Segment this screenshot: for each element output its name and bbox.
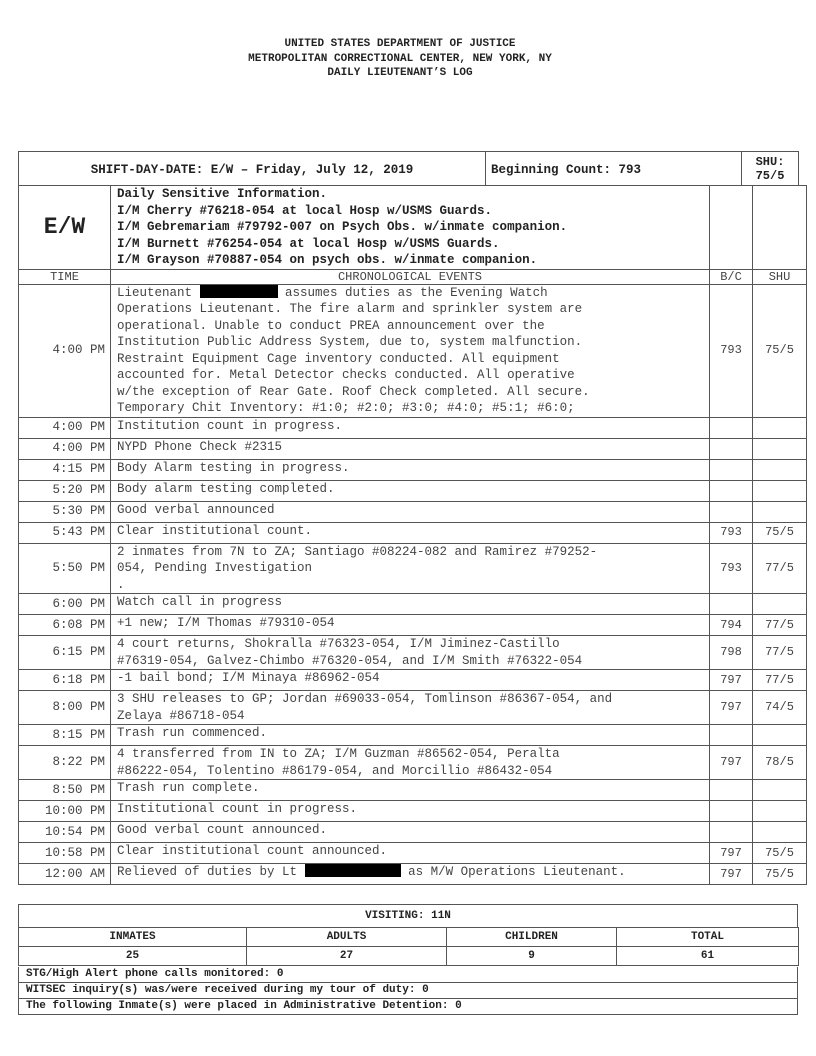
footer-witsec: WITSEC inquiry(s) was/were received during my tour of duty: 0 (18, 983, 798, 999)
entry-event (111, 780, 710, 801)
entry-event (111, 543, 710, 594)
visiting-value-children: 9 (447, 947, 617, 966)
entry-time: 8:22 PM (19, 746, 111, 780)
event-line: Temporary Chit Inventory: #1:0; #2:0; #3:0; #4:0; #5:1; #6:0; (117, 401, 575, 415)
visiting-header-adults: ADULTS (247, 928, 447, 947)
beginning-count: Beginning Count: 793 (486, 152, 742, 186)
sensitive-line: I/M Grayson #70887-054 on psych obs. w/inmate companion. (117, 253, 538, 267)
chronological-log-table (18, 185, 807, 885)
event-suffix: as M/W Operations Lieutenant. (408, 865, 626, 879)
entry-bc (710, 780, 753, 801)
event-prefix: Relieved of duties by Lt (117, 865, 298, 879)
entry-shu: 75/5 (753, 522, 807, 543)
entry-time: 6:18 PM (19, 670, 111, 691)
entry-shu (753, 801, 807, 822)
entry-event (111, 284, 710, 417)
entry-bc (710, 594, 753, 615)
event-line: Institution count in progress. (117, 418, 343, 433)
entry-event (111, 459, 710, 480)
event-line: 3 SHU releases to GP; Jordan #69033-054, Tomlinson #86367-054, and (117, 692, 613, 706)
entry-event (111, 843, 710, 864)
shift-info-table (18, 151, 799, 186)
sensitive-line: I/M Gebremariam #79792-007 on Psych Obs. w/inmate companion. (117, 220, 568, 234)
log-entry-row (19, 438, 807, 459)
event-line: Restraint Equipment Cage inventory conducted. All equipment (117, 351, 560, 366)
entry-time: 8:15 PM (19, 725, 111, 746)
entry-time: 5:50 PM (19, 543, 111, 594)
event-line (117, 285, 709, 302)
shift-day-date: SHIFT-DAY-DATE: E/W – Friday, July 12, 2019 (19, 152, 486, 186)
event-line: Trash run complete. (117, 781, 260, 795)
entry-bc: 797 (710, 670, 753, 691)
event-line: Institution Public Address System, due to, system malfunction. (117, 335, 583, 349)
entry-event (111, 522, 710, 543)
log-entry-row (19, 501, 807, 522)
entry-event (111, 801, 710, 822)
log-entry-last (19, 864, 807, 885)
header-department: UNITED STATES DEPARTMENT OF JUSTICE (284, 38, 516, 50)
entry-event (111, 480, 710, 501)
entry-time: 10:54 PM (19, 822, 111, 843)
entry-event (111, 864, 710, 885)
col-header-events: CHRONOLOGICAL EVENTS (111, 269, 710, 284)
entry-shu (753, 438, 807, 459)
event-line: Institutional count in progress. (117, 802, 358, 816)
entry-shu (753, 417, 807, 438)
entry-time: 4:00 PM (19, 417, 111, 438)
event-line: Zelaya #86718-054 (117, 708, 245, 723)
event-line: accounted for. Metal Detector checks conducted. All operative (117, 368, 575, 382)
entry-bc: 798 (710, 636, 753, 670)
event-line: 4 court returns, Shokralla #76323-054, I/M Jiminez-Castillo (117, 637, 560, 651)
log-entry-row (19, 417, 807, 438)
col-header-time: TIME (19, 269, 111, 284)
event-line: w/the exception of Rear Gate. Roof Check completed. All secure. (117, 384, 590, 399)
entry-event (111, 417, 710, 438)
event-line: . (117, 577, 125, 592)
header-log-title: DAILY LIEUTENANT’S LOG (327, 67, 473, 79)
entry-shu: 77/5 (753, 670, 807, 691)
log-entry-row (19, 522, 807, 543)
entry-shu (753, 594, 807, 615)
sensitive-info (111, 186, 710, 270)
event-line: +1 new; I/M Thomas #79310-054 (117, 616, 335, 630)
event-line: NYPD Phone Check #2315 (117, 439, 283, 454)
event-continuation: assumes duties as the Evening Watch (285, 285, 548, 300)
entry-shu: 77/5 (753, 636, 807, 670)
entry-bc: 793 (710, 543, 753, 594)
event-line: #86222-054, Tolentino #86179-054, and Morcillio #86432-054 (117, 763, 553, 778)
entry-shu (753, 459, 807, 480)
visiting-value-total: 61 (617, 947, 799, 966)
event-line: Watch call in progress (117, 595, 283, 609)
entry-bc (710, 459, 753, 480)
event-line: Operations Lieutenant. The fire alarm and sprinkler system are (117, 302, 583, 316)
col-header-bc: B/C (710, 269, 753, 284)
entry-bc (710, 501, 753, 522)
entry-time: 4:15 PM (19, 459, 111, 480)
event-line: Good verbal count announced. (117, 823, 328, 837)
entry-time: 5:43 PM (19, 522, 111, 543)
footer-admin-detention: The following Inmate(s) were placed in Administrative Detention: 0 (18, 999, 798, 1015)
entry-shu: 75/5 (753, 864, 807, 885)
log-entry-row (19, 843, 807, 864)
entry-bc: 797 (710, 864, 753, 885)
shu-count-box (742, 152, 799, 186)
log-entry-row (19, 636, 807, 670)
log-entry-row (19, 780, 807, 801)
log-entry-row (19, 725, 807, 746)
header-facility: METROPOLITAN CORRECTIONAL CENTER, NEW YORK, NY (248, 52, 552, 65)
entry-bc: 797 (710, 843, 753, 864)
entry-time: 10:00 PM (19, 801, 111, 822)
entry-time: 8:50 PM (19, 780, 111, 801)
log-entry-row (19, 746, 807, 780)
entry-time: 5:20 PM (19, 480, 111, 501)
log-entry-row (19, 543, 807, 594)
entry-shu (753, 725, 807, 746)
sensitive-line: I/M Burnett #76254-054 at local Hosp w/USMS Guards. (117, 236, 500, 251)
event-line: Clear institutional count. (117, 523, 313, 538)
entry-bc (710, 438, 753, 459)
event-line: Good verbal announced (117, 502, 275, 517)
visiting-header-total: TOTAL (617, 928, 799, 947)
event-line: 4 transferred from IN to ZA; I/M Guzman #86562-054, Peralta (117, 747, 560, 761)
entry-shu (753, 480, 807, 501)
entry-shu: 77/5 (753, 615, 807, 636)
sensitive-info-row (19, 186, 807, 270)
entry-time: 6:15 PM (19, 636, 111, 670)
entry-time: 6:00 PM (19, 594, 111, 615)
entry-event (111, 501, 710, 522)
entry-event (111, 670, 710, 691)
col-header-shu: SHU (753, 269, 807, 284)
entry-shu: 77/5 (753, 543, 807, 594)
entry-time: 12:00 AM (19, 864, 111, 885)
shift-code: E/W (19, 186, 111, 270)
sensitive-bc-blank (710, 186, 753, 270)
entry-bc: 794 (710, 615, 753, 636)
log-entry-row (19, 594, 807, 615)
event-line: 2 inmates from 7N to ZA; Santiago #08224-082 and Ramirez #79252- (117, 544, 598, 559)
sensitive-line: I/M Cherry #76218-054 at local Hosp w/USMS Guards. (117, 203, 493, 218)
log-entry-row (19, 459, 807, 480)
visiting-header-row (19, 928, 799, 947)
entry-bc: 797 (710, 746, 753, 780)
entry-event (111, 594, 710, 615)
event-prefix: Lieutenant (117, 285, 193, 300)
entry-bc: 793 (710, 284, 753, 417)
sensitive-line: Daily Sensitive Information. (117, 187, 328, 201)
document-header (0, 37, 800, 81)
entry-bc (710, 480, 753, 501)
event-line: -1 bail bond; I/M Minaya #86962-054 (117, 671, 380, 685)
shu-label: SHU: (755, 154, 785, 169)
entry-time: 10:58 PM (19, 843, 111, 864)
footer-stg-calls: STG/High Alert phone calls monitored: 0 (18, 967, 798, 983)
column-header-row (19, 269, 807, 284)
visiting-value-inmates: 25 (19, 947, 247, 966)
sensitive-shu-blank (753, 186, 807, 270)
entry-shu: 75/5 (753, 284, 807, 417)
redaction-bar (200, 285, 278, 298)
log-entry-row (19, 670, 807, 691)
visiting-header-children: CHILDREN (447, 928, 617, 947)
shu-value: 75/5 (755, 168, 785, 183)
entry-shu: 75/5 (753, 843, 807, 864)
entry-event (111, 636, 710, 670)
entry-shu (753, 780, 807, 801)
entry-time: 8:00 PM (19, 691, 111, 725)
log-entry-row (19, 480, 807, 501)
event-line: #76319-054, Galvez-Chimbo #76320-054, and I/M Smith #76322-054 (117, 653, 583, 668)
log-entry-row (19, 801, 807, 822)
entry-time: 5:30 PM (19, 501, 111, 522)
entry-bc: 797 (710, 691, 753, 725)
entry-bc (710, 801, 753, 822)
entry-event (111, 615, 710, 636)
entry-event (111, 691, 710, 725)
entry-bc (710, 822, 753, 843)
log-entry-row (19, 822, 807, 843)
visiting-title: VISITING: 11N (18, 904, 798, 928)
log-entry-row (19, 691, 807, 725)
entry-event (111, 438, 710, 459)
event-line: Trash run commenced. (117, 726, 268, 740)
entry-shu: 74/5 (753, 691, 807, 725)
event-line: Body alarm testing completed. (117, 481, 335, 496)
visiting-header-inmates: INMATES (19, 928, 247, 947)
event-line: 054, Pending Investigation (117, 561, 313, 575)
entry-event (111, 746, 710, 780)
entry-bc (710, 417, 753, 438)
entry-shu: 78/5 (753, 746, 807, 780)
log-entry-first (19, 284, 807, 417)
visiting-value-adults: 27 (247, 947, 447, 966)
entry-event (111, 822, 710, 843)
event-line: Body Alarm testing in progress. (117, 460, 350, 475)
log-entry-row (19, 615, 807, 636)
redaction-bar (305, 864, 401, 877)
entry-bc (710, 725, 753, 746)
visiting-table (18, 927, 799, 966)
entry-bc: 793 (710, 522, 753, 543)
entry-time: 6:08 PM (19, 615, 111, 636)
entry-time: 4:00 PM (19, 284, 111, 417)
visiting-values-row (19, 947, 799, 966)
entry-shu (753, 501, 807, 522)
event-line: Clear institutional count announced. (117, 844, 388, 858)
entry-time: 4:00 PM (19, 438, 111, 459)
entry-event (111, 725, 710, 746)
entry-shu (753, 822, 807, 843)
event-line: operational. Unable to conduct PREA announcement over the (117, 318, 545, 333)
